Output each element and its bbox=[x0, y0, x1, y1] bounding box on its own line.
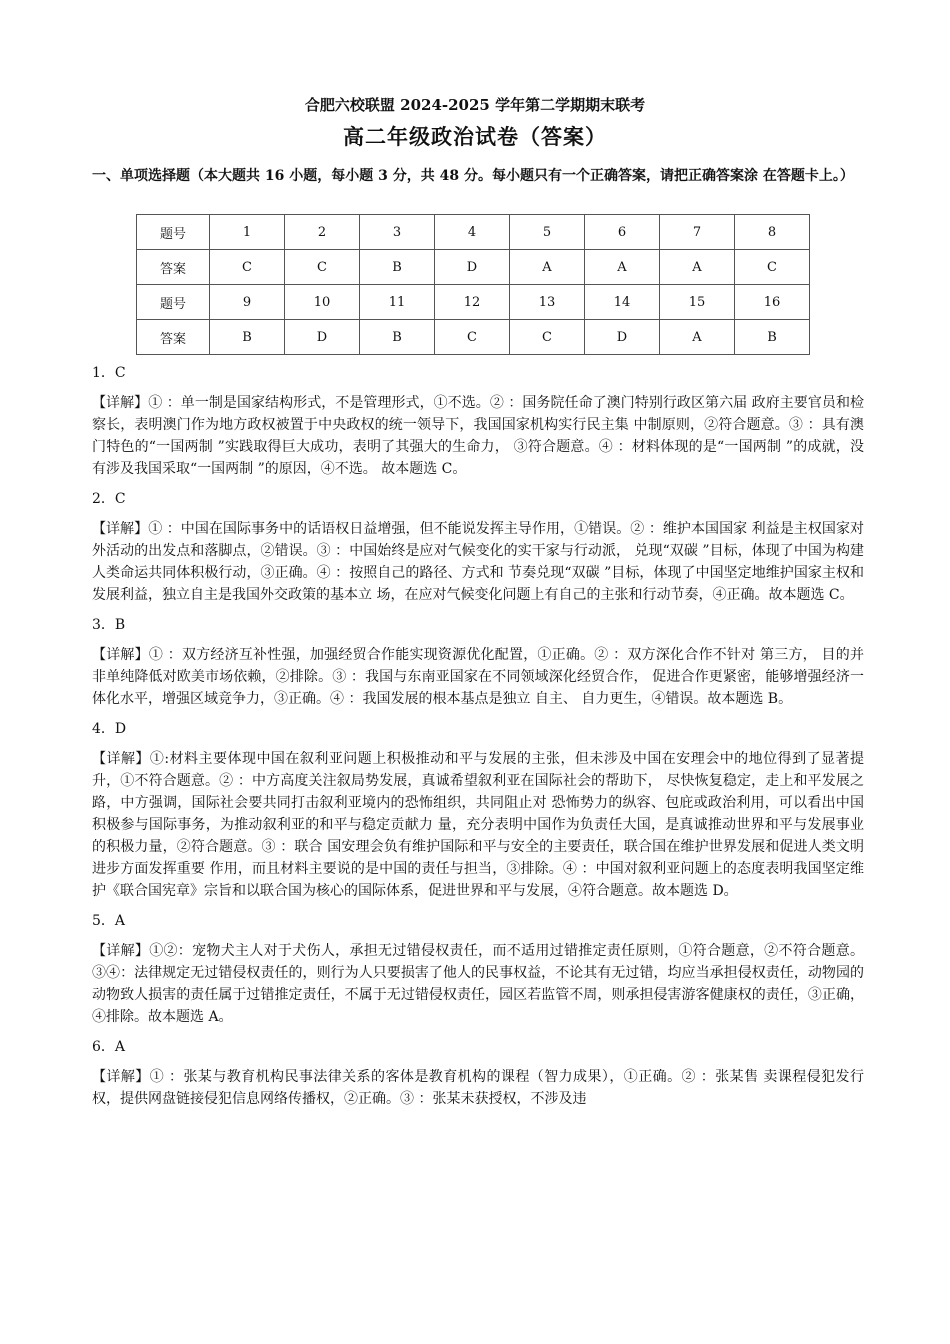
question-number-answer: 1．C bbox=[92, 365, 126, 381]
question-explanation: 【详解】① ：中国在国际事务中的话语权日益增强，但不能说发挥主导作用，①错误。② ：维护本国国家 利益是主权国家对外活动的出发点和落脚点，②错误。③ ：中国始终是应对气候变化的实干家与行动派， 兑现“双碳 ”目标，体现了中国为构建人类命运共同体积极行动，③正确。④ ：按照自己的路径、方式和 节奏兑现“双碳 ”目标，体现了中国坚定地维护国家主权和发展利益，独立自主是我国外交政策的基本立 场，在应对气候变化问题上有自己的主张和行动节奏，④正确。故本题选 C。 bbox=[92, 521, 864, 603]
question-number-answer: 4．D bbox=[92, 721, 127, 737]
answer-table-cell: 14 bbox=[585, 285, 660, 320]
question-explanation: 【详解】①:材料主要体现中国在叙利亚问题上积极推动和平与发展的主张，但未涉及中国在安理会中的地位得到了显著提升，①不符合题意。② ：中方高度关注叙局势发展，真诚希望叙利亚在国际社会的帮助下， 尽快恢复稳定，走上和平发展之路，中方强调，国际社会要共同打击叙利亚境内的恐怖组织，共同阻止对 恐怖势力的纵容、包庇或政治利用，可以看出中国积极参与国际事务，为推动叙利亚的和平与稳定贡献力 量，充分表明中国作为负责任大国，是真诚推动世界和平与发展事业的积极力量，②符合题意。③ ：联合 国安理会负有维护国际和平与安全的主要责任，联合国在维护世界发展和促进人类文明进步方面发挥重要 作用，而且材料主要说的是中国的责任与担当，③排除。④ ：中国对叙利亚问题上的态度表明我国坚定维 护《联合国宪章》宗旨和以联合国为核心的国际体系，促进世界和平与发展，④符合题意。故本题选 D。 bbox=[92, 751, 864, 899]
question-number-answer: 2．C bbox=[92, 491, 126, 507]
answer-table-cell: 16 bbox=[735, 285, 810, 320]
question-explanation: 【详解】① ：双方经济互补性强，加强经贸合作能实现资源优化配置，①正确。② ：双方深化合作不针对 第三方， 目的并非单纯降低对欧美市场依赖，②排除。③ ：我国与东南亚国家在不同领域深化经贸合作， 促进合作更紧密，能够增强经济一体化水平，增强区域竞争力，③正确。④ ：我国发展的根本基点是独立 自主、 自力更生，④错误。故本题选 B。 bbox=[92, 647, 864, 707]
answer-explanations bbox=[92, 362, 864, 1118]
answer-table bbox=[136, 214, 810, 355]
answer-table-cell: 1 bbox=[210, 215, 285, 250]
answer-table-cell: 3 bbox=[360, 215, 435, 250]
answer-table-cell: C bbox=[510, 320, 585, 355]
answer-table-cell: 5 bbox=[510, 215, 585, 250]
answer-table-cell: 8 bbox=[735, 215, 810, 250]
answer-table-cell: B bbox=[360, 320, 435, 355]
exam-subtitle: 高二年级政治试卷（答案） bbox=[343, 124, 607, 149]
answer-table-cell: D bbox=[285, 320, 360, 355]
answer-table-row bbox=[137, 215, 810, 250]
answer-table-cell: 15 bbox=[660, 285, 735, 320]
answer-table-cell: 9 bbox=[210, 285, 285, 320]
answer-table-cell: 4 bbox=[435, 215, 510, 250]
answer-table-row bbox=[137, 320, 810, 355]
answer-table-cell: C bbox=[735, 250, 810, 285]
answer-table-row-label: 答案 bbox=[137, 320, 210, 355]
question-number-answer: 6．A bbox=[92, 1039, 126, 1055]
answer-table-row bbox=[137, 285, 810, 320]
answer-table-cell: 10 bbox=[285, 285, 360, 320]
question-number-answer: 3．B bbox=[92, 617, 126, 633]
answer-table-cell: 13 bbox=[510, 285, 585, 320]
section-heading: 一、单项选择题（本大题共 16 小题，每小题 3 分，共 48 分。每小题只有一个正确答案，请把正确答案涂 在答题卡上。） bbox=[92, 168, 854, 184]
answer-table-cell: B bbox=[360, 250, 435, 285]
question-explanation: 【详解】① ：张某与教育机构民事法律关系的客体是教育机构的课程（智力成果），①正确。② ：张某售 卖课程侵犯发行权，提供网盘链接侵犯信息网络传播权，②正确。③ ：张某未获授权，不涉及违 bbox=[92, 1069, 864, 1107]
answer-table-cell: D bbox=[585, 320, 660, 355]
answer-table-cell: 6 bbox=[585, 215, 660, 250]
answer-table-row-label: 答案 bbox=[137, 250, 210, 285]
question-explanation: 【详解】①②：宠物犬主人对于犬伤人，承担无过错侵权责任，而不适用过错推定责任原则，①符合题意，②不符合题意。③④：法律规定无过错侵权责任的，则行为人只要损害了他人的民事权益，不论其有无过错，均应当承担侵权责任，动物园的动物致人损害的责任属于过错推定责任，不属于无过错侵权责任，园区若监管不周，则承担侵害游客健康权的责任，③正确，④排除。故本题选 A。 bbox=[92, 943, 864, 1025]
exam-title: 合肥六校联盟 2024-2025 学年第二学期期末联考 bbox=[304, 96, 646, 114]
question-explanation: 【详解】① ：单一制是国家结构形式，不是管理形式，①不选。② ：国务院任命了澳门特别行政区第六届 政府主要官员和检察长，表明澳门作为地方政权被置于中央政权的统一领导下，我国国家机构实行民主集 中制原则，②符合题意。③ ：具有澳门特色的“一国两制 ”实践取得巨大成功，表明了其强大的生命力， ③符合题意。④ ：材料体现的是“一国两制 ”的成就，没有涉及我国采取“一国两制 ”的原因，④不选。 故本题选 C。 bbox=[92, 395, 864, 477]
answer-table-cell: C bbox=[210, 250, 285, 285]
answer-table-cell: C bbox=[435, 320, 510, 355]
answer-table-cell: 12 bbox=[435, 285, 510, 320]
answer-table-cell: D bbox=[435, 250, 510, 285]
answer-table-row-label: 题号 bbox=[137, 285, 210, 320]
answer-table-cell: A bbox=[585, 250, 660, 285]
answer-table-cell: 7 bbox=[660, 215, 735, 250]
answer-table-row-label: 题号 bbox=[137, 215, 210, 250]
answer-table-cell: A bbox=[510, 250, 585, 285]
answer-table-cell: 11 bbox=[360, 285, 435, 320]
answer-table-cell: B bbox=[735, 320, 810, 355]
answer-table-row bbox=[137, 250, 810, 285]
answer-table-cell: B bbox=[210, 320, 285, 355]
answer-table-cell: A bbox=[660, 250, 735, 285]
question-number-answer: 5．A bbox=[92, 913, 126, 929]
answer-table-cell: C bbox=[285, 250, 360, 285]
answer-table-cell: 2 bbox=[285, 215, 360, 250]
answer-table-cell: A bbox=[660, 320, 735, 355]
